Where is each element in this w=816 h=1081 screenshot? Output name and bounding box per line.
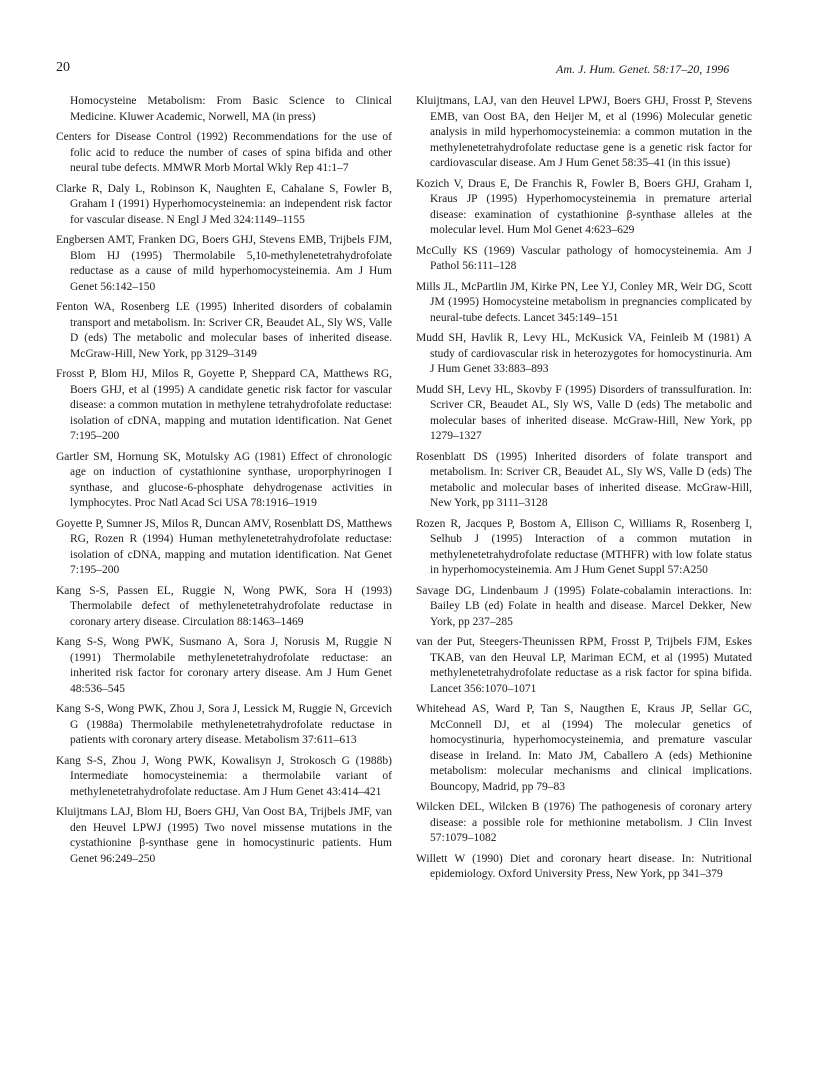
reference-entry: Kluijtmans, LAJ, van den Heuvel LPWJ, Boers GHJ, Frosst P, Stevens EMB, van Oost BA, den Heijer M, et al (1996) Molecular genetic analysis in mild hyperhomocysteinemia: a common mutation in the methylenetetrahydrofolate reductase gene is a genetic risk factor for cardiovascular disease. Am J Hum Genet 58:35–41 (in this issue) (416, 95, 752, 169)
reference-entry: Savage DG, Lindenbaum J (1995) Folate-cobalamin interactions. In: Bailey LB (ed) Folate in health and disease. Marcel Dekker, New York, pp 237–285 (416, 584, 752, 628)
reference-entry: Goyette P, Sumner JS, Milos R, Duncan AMV, Rosenblatt DS, Matthews RG, Rozen R (1994) Human methylenetetrahydrofolate reductase: isolation of cDNA, mapping and mutation identification. Nat Genet 7:195–200 (56, 517, 392, 576)
running-head: Am. J. Hum. Genet. 58:17–20, 1996 (556, 62, 730, 76)
reference-entry: Kang S-S, Wong PWK, Zhou J, Sora J, Lessick M, Ruggie N, Grcevich G (1988a) Thermolabile methylenetetrahydrofolate reductase in patients with coronary artery disease. Metabolism 37:611–613 (56, 703, 392, 746)
reference-entry: Homocysteine Metabolism: From Basic Science to Clinical Medicine. Kluwer Academic, Norwell, MA (in press) (70, 95, 392, 123)
reference-entry: Willett W (1990) Diet and coronary heart disease. In: Nutritional epidemiology. Oxford University Press, New York, pp 341–379 (416, 852, 752, 880)
reference-entry: Kang S-S, Zhou J, Wong PWK, Kowalisyn J, Strokosch G (1988b) Intermediate homocysteinemia: a thermolabile variant of methylenetetrahydrofolate reductase. Am J Hum Genet 43:414–421 (56, 754, 392, 798)
reference-entry: Centers for Disease Control (1992) Recommendations for the use of folic acid to reduce the number of cases of spina bifida and other neural tube defects. MMWR Morb Mortal Wkly Rep 41:1–7 (56, 131, 392, 174)
page-number: 20 (56, 60, 70, 75)
reference-entry: van der Put, Steegers-Theunissen RPM, Frosst P, Trijbels FJM, Eskes TKAB, van den Heuval LP, Mariman ECM, et al (1995) Mutated methylenetetrahydrofolate reductase as a risk factor for spina bifida. Lancet 356:1070–1071 (416, 636, 752, 695)
reference-entry: Kozich V, Draus E, De Franchis R, Fowler B, Boers GHJ, Graham I, Kraus JP (1995) Hyperhomocysteinemia in premature arterial disease: examination of cystathionine β-synthase alleles at the molecular level. Hum Mol Genet 4:623–629 (416, 177, 752, 236)
reference-entry: Kang S-S, Passen EL, Ruggie N, Wong PWK, Sora H (1993) Thermolabile defect of methylenetetrahydrofolate reductase in coronary artery disease. Circulation 88:1463–1469 (56, 584, 392, 628)
reference-entry: Mills JL, McPartlin JM, Kirke PN, Lee YJ, Conley MR, Weir DG, Scott JM (1995) Homocysteine metabolism in pregnancies complicated by neural-tube defects. Lancet 345:149–151 (416, 280, 752, 324)
reference-entry: McCully KS (1969) Vascular pathology of homocysteinemia. Am J Pathol 56:111–128 (416, 244, 752, 272)
references-left-column (56, 94, 392, 872)
reference-entry: Wilcken DEL, Wilcken B (1976) The pathogenesis of coronary artery disease: a possible role for methionine metabolism. J Clin Invest 57:1079–1082 (416, 801, 752, 844)
reference-entry: Rozen R, Jacques P, Bostom A, Ellison C, Williams R, Rosenberg I, Selhub J (1995) Interaction of a common mutation in methylenetetrahydrofolate reductase (MTHFR) with low folate status in hyperhomocysteinemia. Am J Hum Genet Suppl 57:A250 (416, 517, 752, 576)
reference-entry: Frosst P, Blom HJ, Milos R, Goyette P, Sheppard CA, Matthews RG, Boers GHJ, et al (1995) A candidate genetic risk factor for vascular disease: a common mutation in methylene tetrahydrofolate reductase: isolation of cDNA, mapping and mutation identification. Nat Genet 7:195–200 (56, 368, 392, 442)
reference-entry: Mudd SH, Levy HL, Skovby F (1995) Disorders of transsulfuration. In: Scriver CR, Beaudet AL, Sly WS, Valle D (eds) The metabolic and molecular bases of inherited disease. McGraw-Hill, New York, pp 1279–1327 (416, 383, 752, 442)
reference-entry: Gartler SM, Hornung SK, Motulsky AG (1981) Effect of chronologic age on induction of cystathionine synthase, uroporphyrinogen I synthase, and glucose-6-phosphate dehydrogenase activities in lymphocytes. Proc Natl Acad Sci USA 78:1916–1919 (56, 450, 392, 509)
reference-entry: Rosenblatt DS (1995) Inherited disorders of folate transport and metabolism. In: Scriver CR, Beaudet AL, Sly WS, Valle D (eds) The metabolic and molecular bases of inherited disease. McGraw-Hill, New York, pp 3111–3128 (416, 450, 752, 509)
reference-entry: Fenton WA, Rosenberg LE (1995) Inherited disorders of cobalamin transport and metabolism. In: Scriver CR, Beaudet AL, Sly WS, Valle D (eds) The metabolic and molecular bases of inherited disease. McGraw-Hill, New York, pp 3129–3149 (56, 301, 392, 360)
reference-entry: Kluijtmans LAJ, Blom HJ, Boers GHJ, Van Oost BA, Trijbels JMF, van den Heuvel LPWJ (1995) Two novel missense mutations in the cystathionine β-synthase gene in homocystinuric patients. Hum Genet 96:249–250 (56, 806, 392, 865)
reference-entry: Kang S-S, Wong PWK, Susmano A, Sora J, Norusis M, Ruggie N (1991) Thermolabile methylenetetrahydrofolate reductase: an inherited risk factor for coronary artery disease. Am J Hum Genet 48:536–545 (56, 636, 392, 695)
reference-entry: Mudd SH, Havlik R, Levy HL, McKusick VA, Feinleib M (1981) A study of cardiovascular risk in heterozygotes for homocystinuria. Am J Hum Genet 33:883–893 (416, 332, 752, 375)
reference-entry: Clarke R, Daly L, Robinson K, Naughten E, Cahalane S, Fowler B, Graham I (1991) Hyperhomocysteinemia: an independent risk factor for vascular disease. N Engl J Med 324:1149–1155 (56, 182, 392, 226)
reference-entry: Engbersen AMT, Franken DG, Boers GHJ, Stevens EMB, Trijbels FJM, Blom HJ (1995) Thermolabile 5,10-methylenetetrahydrofolate reductase as a cause of mild hyperhomocysteinemia. Am J Hum Genet 56:142–150 (56, 234, 392, 293)
reference-entry: Whitehead AS, Ward P, Tan S, Naugthen E, Kraus JP, Sellar GC, McConnell DJ, et al (1994) The molecular genetics of homocystinuria, hyperhomocysteinemia, and premature vascular disease in Ireland. In: Mato JM, Caballero A (eds) Methionine metabolism: molecular mechanisms and clinical implications. Bouncopy, Madrid, pp 79–83 (416, 703, 752, 793)
references-right-column (416, 94, 752, 888)
